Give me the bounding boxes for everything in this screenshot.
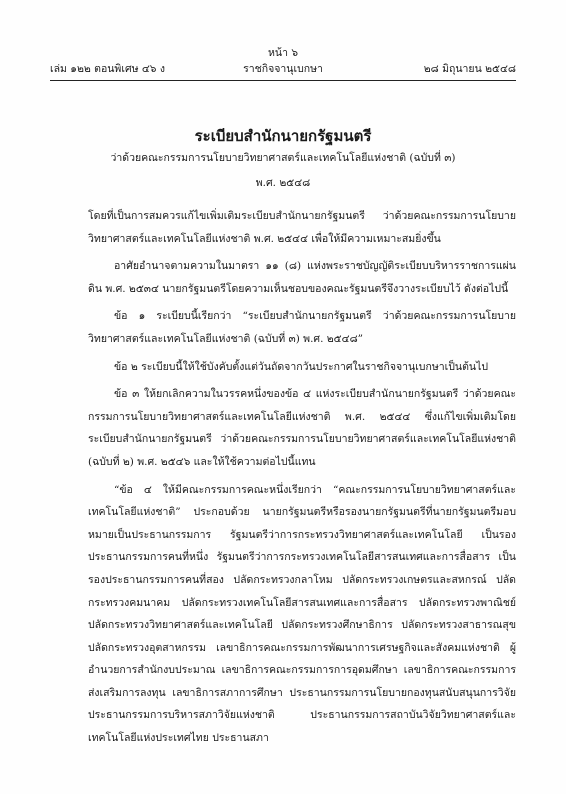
clause-1: ข้อ ๑ ระเบียบนี้เรียกว่า “ระเบียบสำนักนายกรัฐมนตรี ว่าด้วยคณะกรรมการนโยบายวิทยาศาสตร์และเทคโนโลยีแห่งชาติ (ฉบับที่ ๓) พ.ศ. ๒๕๔๘” (88, 310, 516, 345)
clause-2: ข้อ ๒ ระเบียบนี้ให้ใช้บังคับตั้งแต่วันถัดจากวันประกาศในราชกิจจานุเบกษาเป็นต้นไป (114, 360, 489, 373)
gazette-name: ราชกิจจานุเบกษา (243, 63, 323, 75)
doc-subtitle: ว่าด้วยคณะกรรมการนโยบายวิทยาศาสตร์และเทคโนโลยีแห่งชาติ (ฉบับที่ ๓) (110, 152, 456, 164)
doc-body (88, 205, 516, 755)
doc-title: ระเบียบสำนักนายกรัฐมนตรี (194, 127, 372, 145)
paragraph-authority: อาศัยอำนาจตามความในมาตรา ๑๑ (๘) แห่งพระราชบัญญัติระเบียบบริหารราชการแผ่นดิน พ.ศ. ๒๕๓๔ นายกรัฐมนตรีโดยความเห็นชอบของคณะรัฐมนตรีจึงวางระเบียบไว้ ดังต่อไปนี้ (88, 260, 516, 295)
doc-year: พ.ศ. ๒๕๔๘ (255, 177, 311, 189)
header-rule (50, 80, 516, 81)
gazette-header (50, 60, 516, 76)
publication-date: ๒๘ มิถุนายน ๒๕๔๘ (423, 63, 516, 75)
clause-3: ข้อ ๓ ให้ยกเลิกความในวรรคหนึ่งของข้อ ๔ แห่งระเบียบสำนักนายกรัฐมนตรี ว่าด้วยคณะกรรมการนโยบายวิทยาศาสตร์และเทคโนโลยีแห่งชาติ พ.ศ. ๒๕๔๔ ซึ่งแก้ไขเพิ่มเติมโดยระเบียบสำนักนายกรัฐมนตรี ว่าด้วยคณะกรรมการนโยบายวิทยาศาสตร์และเทคโนโลยีแห่งชาติ (ฉบับที่ ๒) พ.ศ. ๒๕๔๖ และให้ใช้ความต่อไปนี้แทน (88, 388, 516, 468)
volume-issue: เล่ม ๑๒๒ ตอนพิเศษ ๔๖ ง (50, 63, 165, 75)
page-number: หน้า ๖ (268, 47, 298, 59)
clause-4-amended: “ข้อ ๔ ให้มีคณะกรรมการคณะหนึ่งเรียกว่า “คณะกรรมการนโยบายวิทยาศาสตร์และเทคโนโลยีแห่งชาติ” ประกอบด้วย นายกรัฐมนตรีหรือรองนายกรัฐมนตรีที่นายกรัฐมนตรีมอบหมายเป็นประธานกรรมการ รัฐมนตรีว่าการกระทรวงวิทยาศาสตร์และเทคโนโลยี เป็นรองประธานกรรมการคนที่หนึ่ง รัฐมนตรีว่าการกระทรวงเทคโนโลยีสารสนเทศและการสื่อสาร เป็นรองประธานกรรมการคนที่สอง ปลัดกระทรวงกลาโหม ปลัดกระทรวงเกษตรและสหกรณ์ ปลัดกระทรวงคมนาคม ปลัดกระทรวงเทคโนโลยีสารสนเทศและการสื่อสาร ปลัดกระทรวงพาณิชย์ ปลัดกระทรวงวิทยาศาสตร์และเทคโนโลยี ปลัดกระทรวงศึกษาธิการ ปลัดกระทรวงสาธารณสุข ปลัดกระทรวงอุตสาหกรรม เลขาธิการคณะกรรมการพัฒนาการเศรษฐกิจและสังคมแห่งชาติ ผู้อำนวยการสำนักงบประมาณ เลขาธิการคณะกรรมการการอุดมศึกษา เลขาธิการคณะกรรมการส่งเสริมการลงทุน เลขาธิการสภาการศึกษา ประธานกรรมการนโยบายกองทุนสนับสนุนการวิจัย ประธานกรรมการบริหารสภาวิจัยแห่งชาติ ประธานกรรมการสถาบันวิจัยวิทยาศาสตร์และเทคโนโลยีแห่งประเทศไทย ประธานสภา (88, 483, 516, 745)
paragraph-preamble: โดยที่เป็นการสมควรแก้ไขเพิ่มเติมระเบียบสำนักนายกรัฐมนตรี ว่าด้วยคณะกรรมการนโยบายวิทยาศาสตร์และเทคโนโลยีแห่งชาติ พ.ศ. ๒๕๔๔ เพื่อให้มีความเหมาะสมยิ่งขึ้น (88, 210, 516, 245)
